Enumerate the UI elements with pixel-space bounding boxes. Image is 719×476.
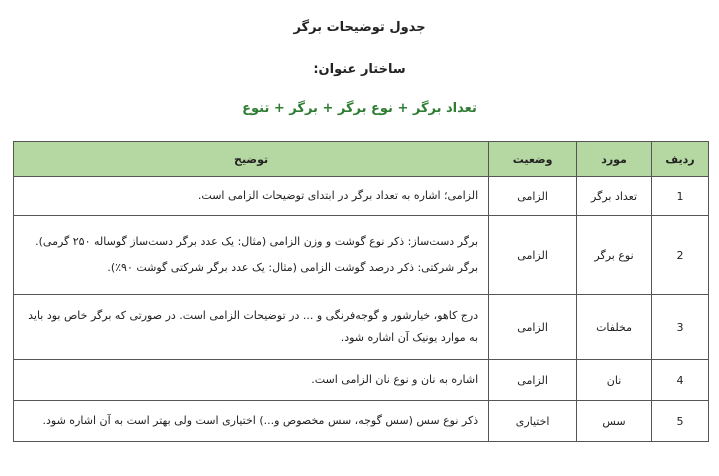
table-row <box>14 216 709 295</box>
row-number: 2 <box>652 216 709 295</box>
row-status: الزامی <box>489 360 577 401</box>
description-line: اشاره به نان و نوع نان الزامی است. <box>311 373 479 386</box>
table-row <box>14 295 709 360</box>
row-number: 1 <box>652 177 709 216</box>
row-item: نوع برگر <box>577 216 652 295</box>
description-line: الزامی؛ اشاره به تعداد برگر در ابتدای توضیحات الزامی است. <box>197 189 479 202</box>
page-title: جدول توضیحات برگر <box>293 20 426 35</box>
row-status: الزامی <box>489 216 577 295</box>
row-description <box>14 360 489 401</box>
row-status: الزامی <box>489 177 577 216</box>
row-description <box>14 216 489 295</box>
title-formula: تعداد برگر + نوع برگر + برگر + تنوع <box>242 101 477 116</box>
row-item: سس <box>577 401 652 442</box>
description-line: برگر شرکتی: ذکر درصد گوشت الزامی (مثال: یک عدد برگر شرکتی گوشت ۹۰٪). <box>107 261 479 274</box>
table-row <box>14 401 709 442</box>
header-description: توضیح <box>14 142 489 177</box>
description-line: درج کاهو، خیارشور و گوجه‌فرنگی و ... در توضیحات الزامی است. در صورتی که برگر خاص بود باید به موارد یونیک آن اشاره شود. <box>28 309 479 344</box>
row-description <box>14 401 489 442</box>
table-row <box>14 177 709 216</box>
row-item: تعداد برگر <box>577 177 652 216</box>
row-status: الزامی <box>489 295 577 360</box>
row-description <box>14 177 489 216</box>
table-header-row <box>14 142 709 177</box>
header-item: مورد <box>577 142 652 177</box>
description-line: برگر دست‌ساز: ذکر نوع گوشت و وزن الزامی (مثال: یک عدد برگر دست‌ساز گوساله ۲۵۰ گرمی). <box>35 235 479 248</box>
table-row <box>14 360 709 401</box>
description-line: ذکر نوع سس (سس گوجه، سس مخصوص و...) اختیاری است ولی بهتر است به آن اشاره شود. <box>42 414 479 427</box>
row-status: اختیاری <box>489 401 577 442</box>
row-item: نان <box>577 360 652 401</box>
row-item: مخلفات <box>577 295 652 360</box>
row-number: 4 <box>652 360 709 401</box>
header-status: وضعیت <box>489 142 577 177</box>
header-num: ردیف <box>652 142 709 177</box>
row-number: 3 <box>652 295 709 360</box>
description-table <box>13 141 709 442</box>
row-number: 5 <box>652 401 709 442</box>
row-description <box>14 295 489 360</box>
section-heading: ساختار عنوان: <box>313 62 406 77</box>
